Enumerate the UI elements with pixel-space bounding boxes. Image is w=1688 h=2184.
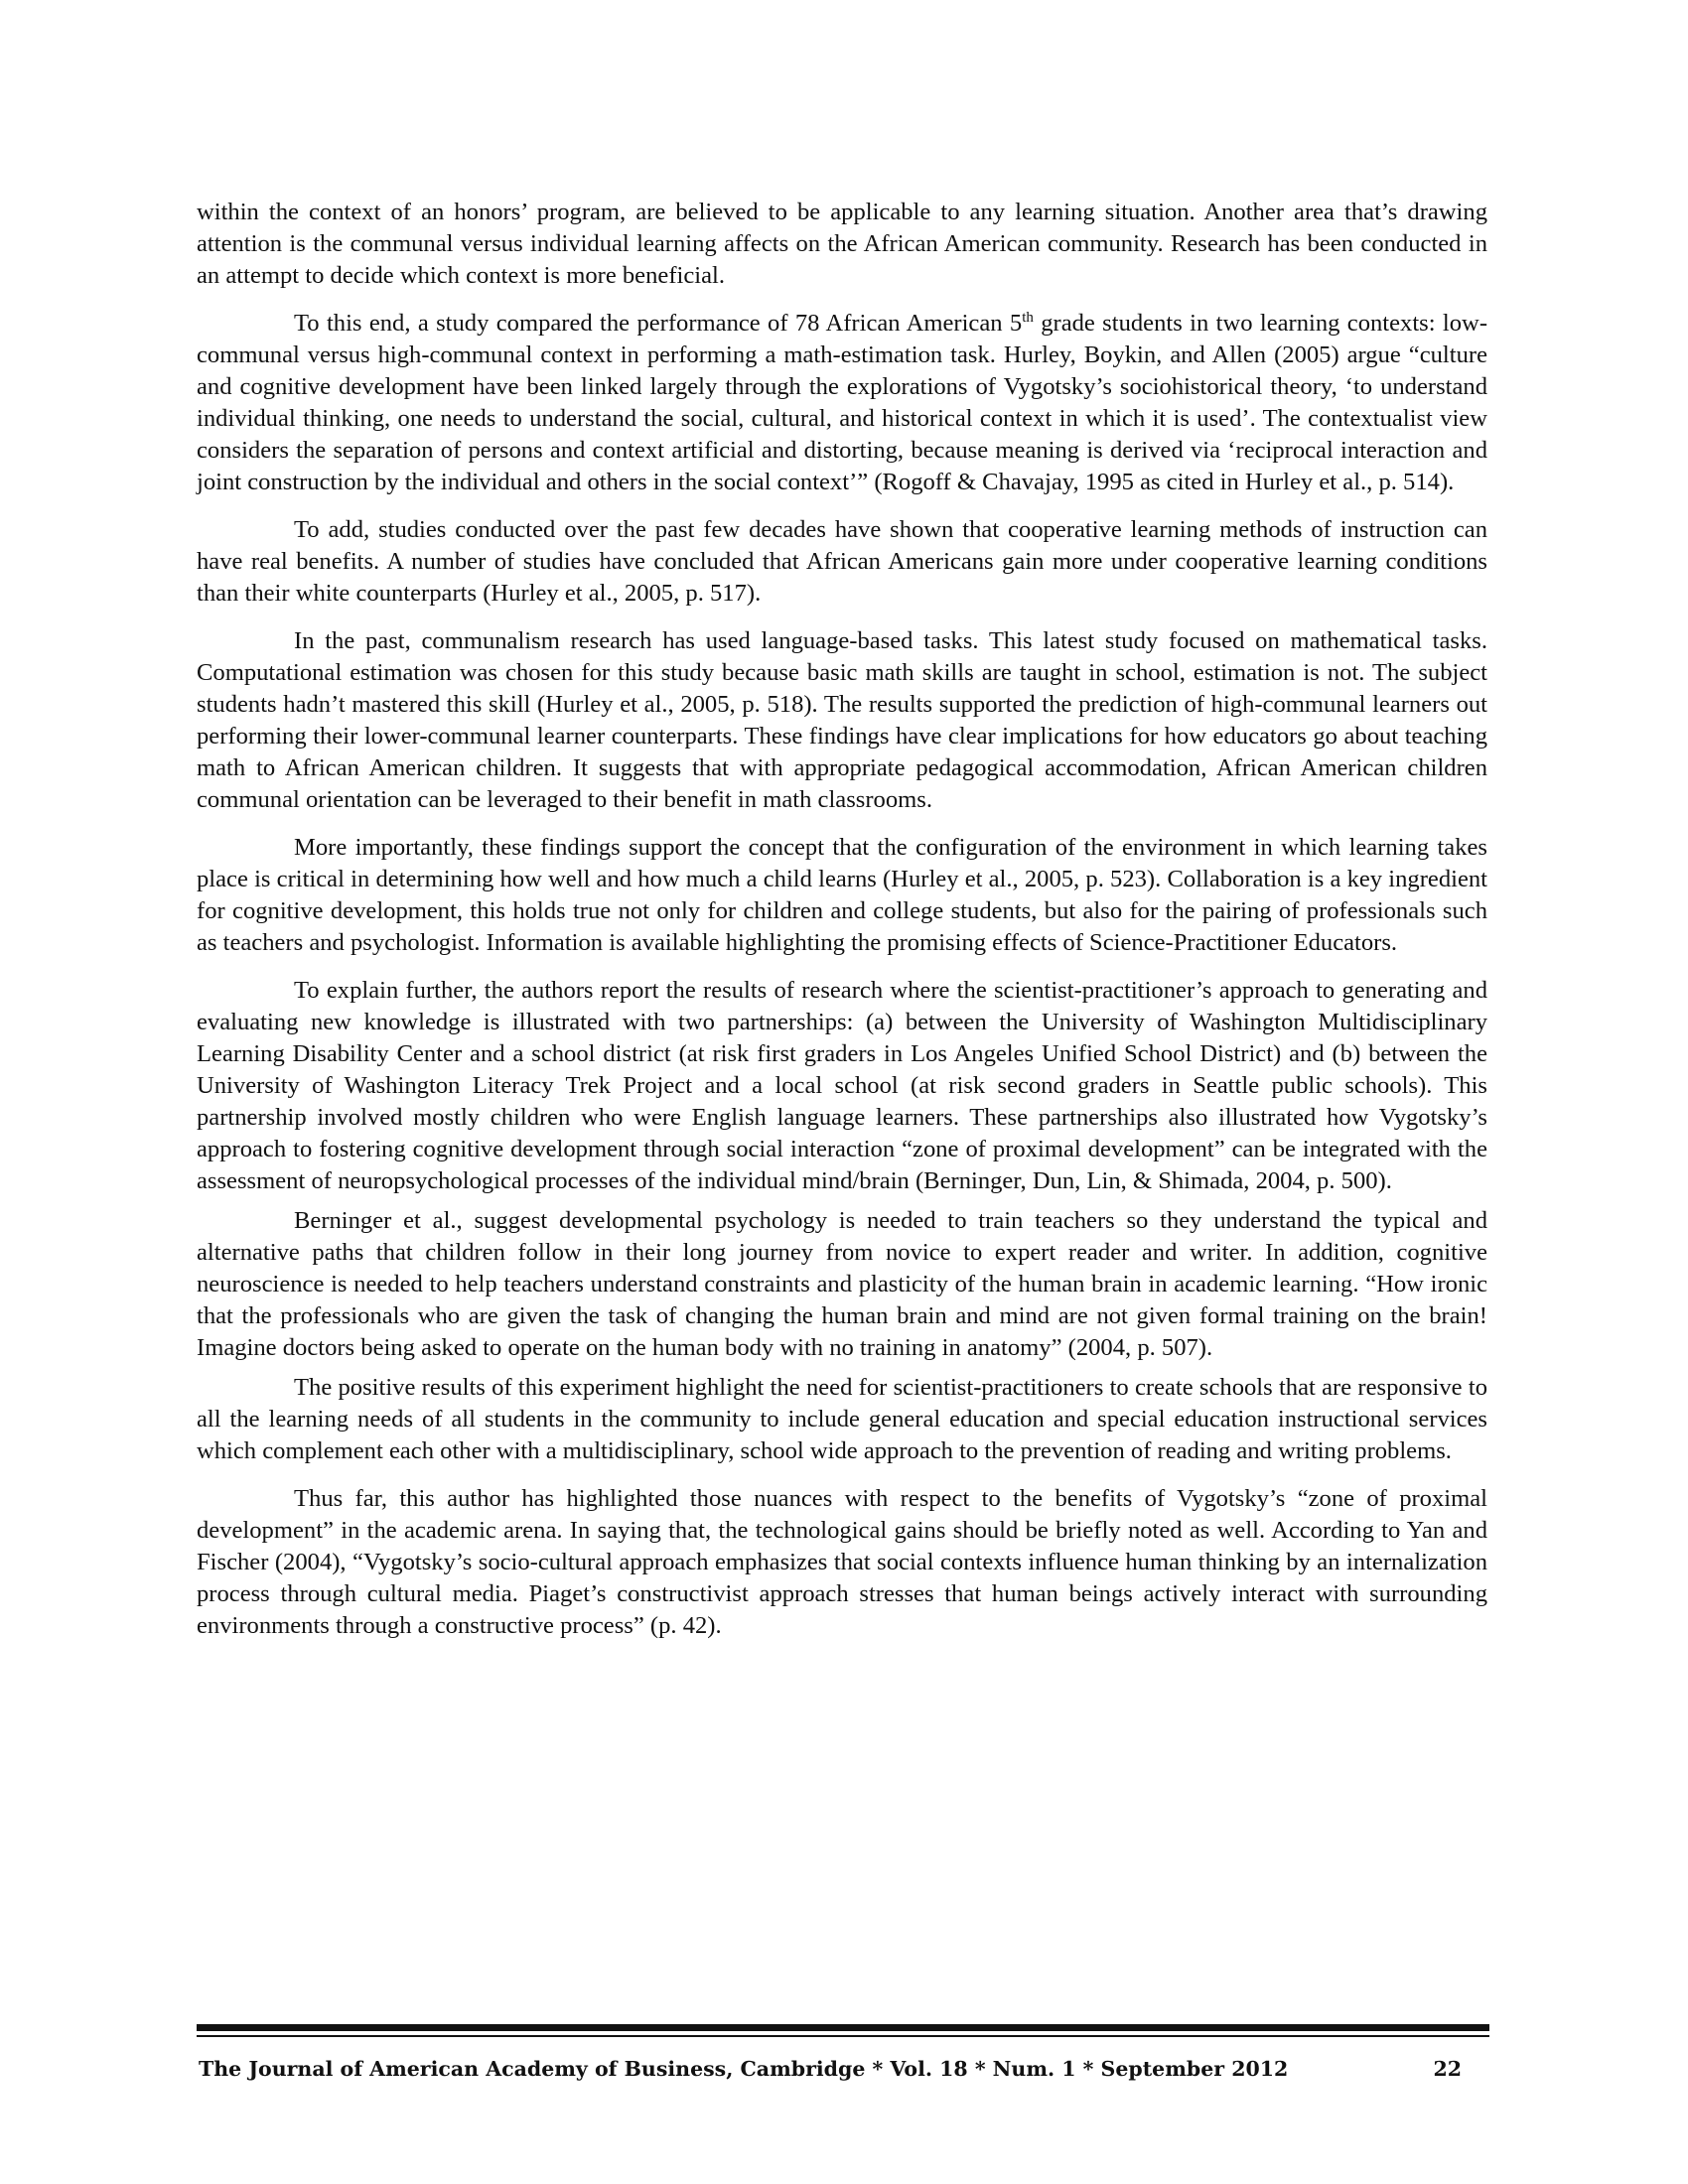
paragraph-3: To add, studies conducted over the past few decades have shown that cooperative learning methods of instruction can have real benefits. A number of studies have concluded that African Americans gain more under cooperative learning conditions than their white counterparts (Hurley et al., 2005, p. 517).	[197, 516, 1487, 607]
paragraph-2	[197, 308, 1487, 498]
footer-journal-citation: The Journal of American Academy of Business, Cambridge * Vol. 18 * Num. 1 * September 2012	[199, 2057, 1289, 2081]
paragraph-5: More importantly, these findings support the concept that the configuration of the environment in which learning takes place is critical in determining how well and how much a child learns (Hurley et al., 2005, p. 523). Collaboration is a key ingredient for cognitive development, this holds true not only for children and college students, but also for the pairing of professionals such as teachers and psychologist. Information is available highlighting the promising effects of Science-Practitioner Educators.	[197, 834, 1487, 956]
footer-rule-thin	[197, 2035, 1489, 2037]
paragraph-1: within the context of an honors’ program, are believed to be applicable to any learning situation. Another area that’s drawing attention is the communal versus individual learning affects on the African American community. Research has been conducted in an attempt to decide which context is more beneficial.	[197, 199, 1487, 289]
paragraph-9: Thus far, this author has highlighted those nuances with respect to the benefits of Vygotsky’s “zone of proximal development” in the academic arena. In saying that, the technological gains should be briefly noted as well. According to Yan and Fischer (2004), “Vygotsky’s socio-cultural approach emphasizes that social contexts influence human thinking by an internalization process through cultural media. Piaget’s constructivist approach stresses that human beings actively interact with surrounding environments through a constructive process” (p. 42).	[197, 1485, 1487, 1639]
paragraph-8: The positive results of this experiment highlight the need for scientist-practitioners to create schools that are responsive to all the learning needs of all students in the community to include general education and special education instructional services which complement each other with a multidisciplinary, school wide approach to the prevention of reading and writing problems.	[197, 1374, 1487, 1464]
paragraph-4: In the past, communalism research has used language-based tasks. This latest study focused on mathematical tasks. Computational estimation was chosen for this study because basic math skills are taught in school, estimation is not. The subject students hadn’t mastered this skill (Hurley et al., 2005, p. 518). The results supported the prediction of high-communal learners out performing their lower-communal learner counterparts. These findings have clear implications for how educators go about teaching math to African American children. It suggests that with appropriate pedagogical accommodation, African American children communal orientation can be leveraged to their benefit in math classrooms.	[197, 627, 1487, 813]
page-number: 22	[1433, 2057, 1462, 2081]
page-footer	[199, 2057, 1489, 2087]
paragraph-6: To explain further, the authors report the results of research where the scientist-practitioner’s approach to generating and evaluating new knowledge is illustrated with two partnerships: (a) between the University of Washington Multidisciplinary Learning Disability Center and a school district (at risk first graders in Los Angeles Unified School District) and (b) between the University of Washington Literacy Trek Project and a local school (at risk second graders in Seattle public schools). This partnership involved mostly children who were English language learners. These partnerships also illustrated how Vygotsky’s approach to fostering cognitive development through social interaction “zone of proximal development” can be integrated with the assessment of neuropsychological processes of the individual mind/brain (Berninger, Dun, Lin, & Shimada, 2004, p. 500).	[197, 977, 1487, 1194]
footer-rule-thick	[197, 2024, 1489, 2031]
paragraph-2-text-before: To this end, a study compared the performance of 78 African American 5	[294, 310, 1023, 337]
body-text	[197, 197, 1487, 1658]
paragraph-7: Berninger et al., suggest developmental psychology is needed to train teachers so they understand the typical and alternative paths that children follow in their long journey from novice to expert reader and writer. In addition, cognitive neuroscience is needed to help teachers understand constraints and plasticity of the human brain in academic learning. “How ironic that the professionals who are given the task of changing the human brain and mind are not given formal training on the brain! Imagine doctors being asked to operate on the human body with no training in anatomy” (2004, p. 507).	[197, 1207, 1487, 1361]
ordinal-superscript: th	[1022, 309, 1034, 326]
paragraph-2-text-after: grade students in two learning contexts: low-communal versus high-communal context in performing a math-estimation task. Hurley, Boykin, and Allen (2005) argue “culture and cognitive development have been linked largely through the explorations of Vygotsky’s sociohistorical theory, ‘to understand individual thinking, one needs to understand the social, cultural, and historical context in which it is used’. The contextualist view considers the separation of persons and context artificial and distorting, because meaning is derived via ‘reciprocal interaction and joint construction by the individual and others in the social context’” (Rogoff & Chavajay, 1995 as cited in Hurley et al., p. 514).	[197, 310, 1488, 495]
